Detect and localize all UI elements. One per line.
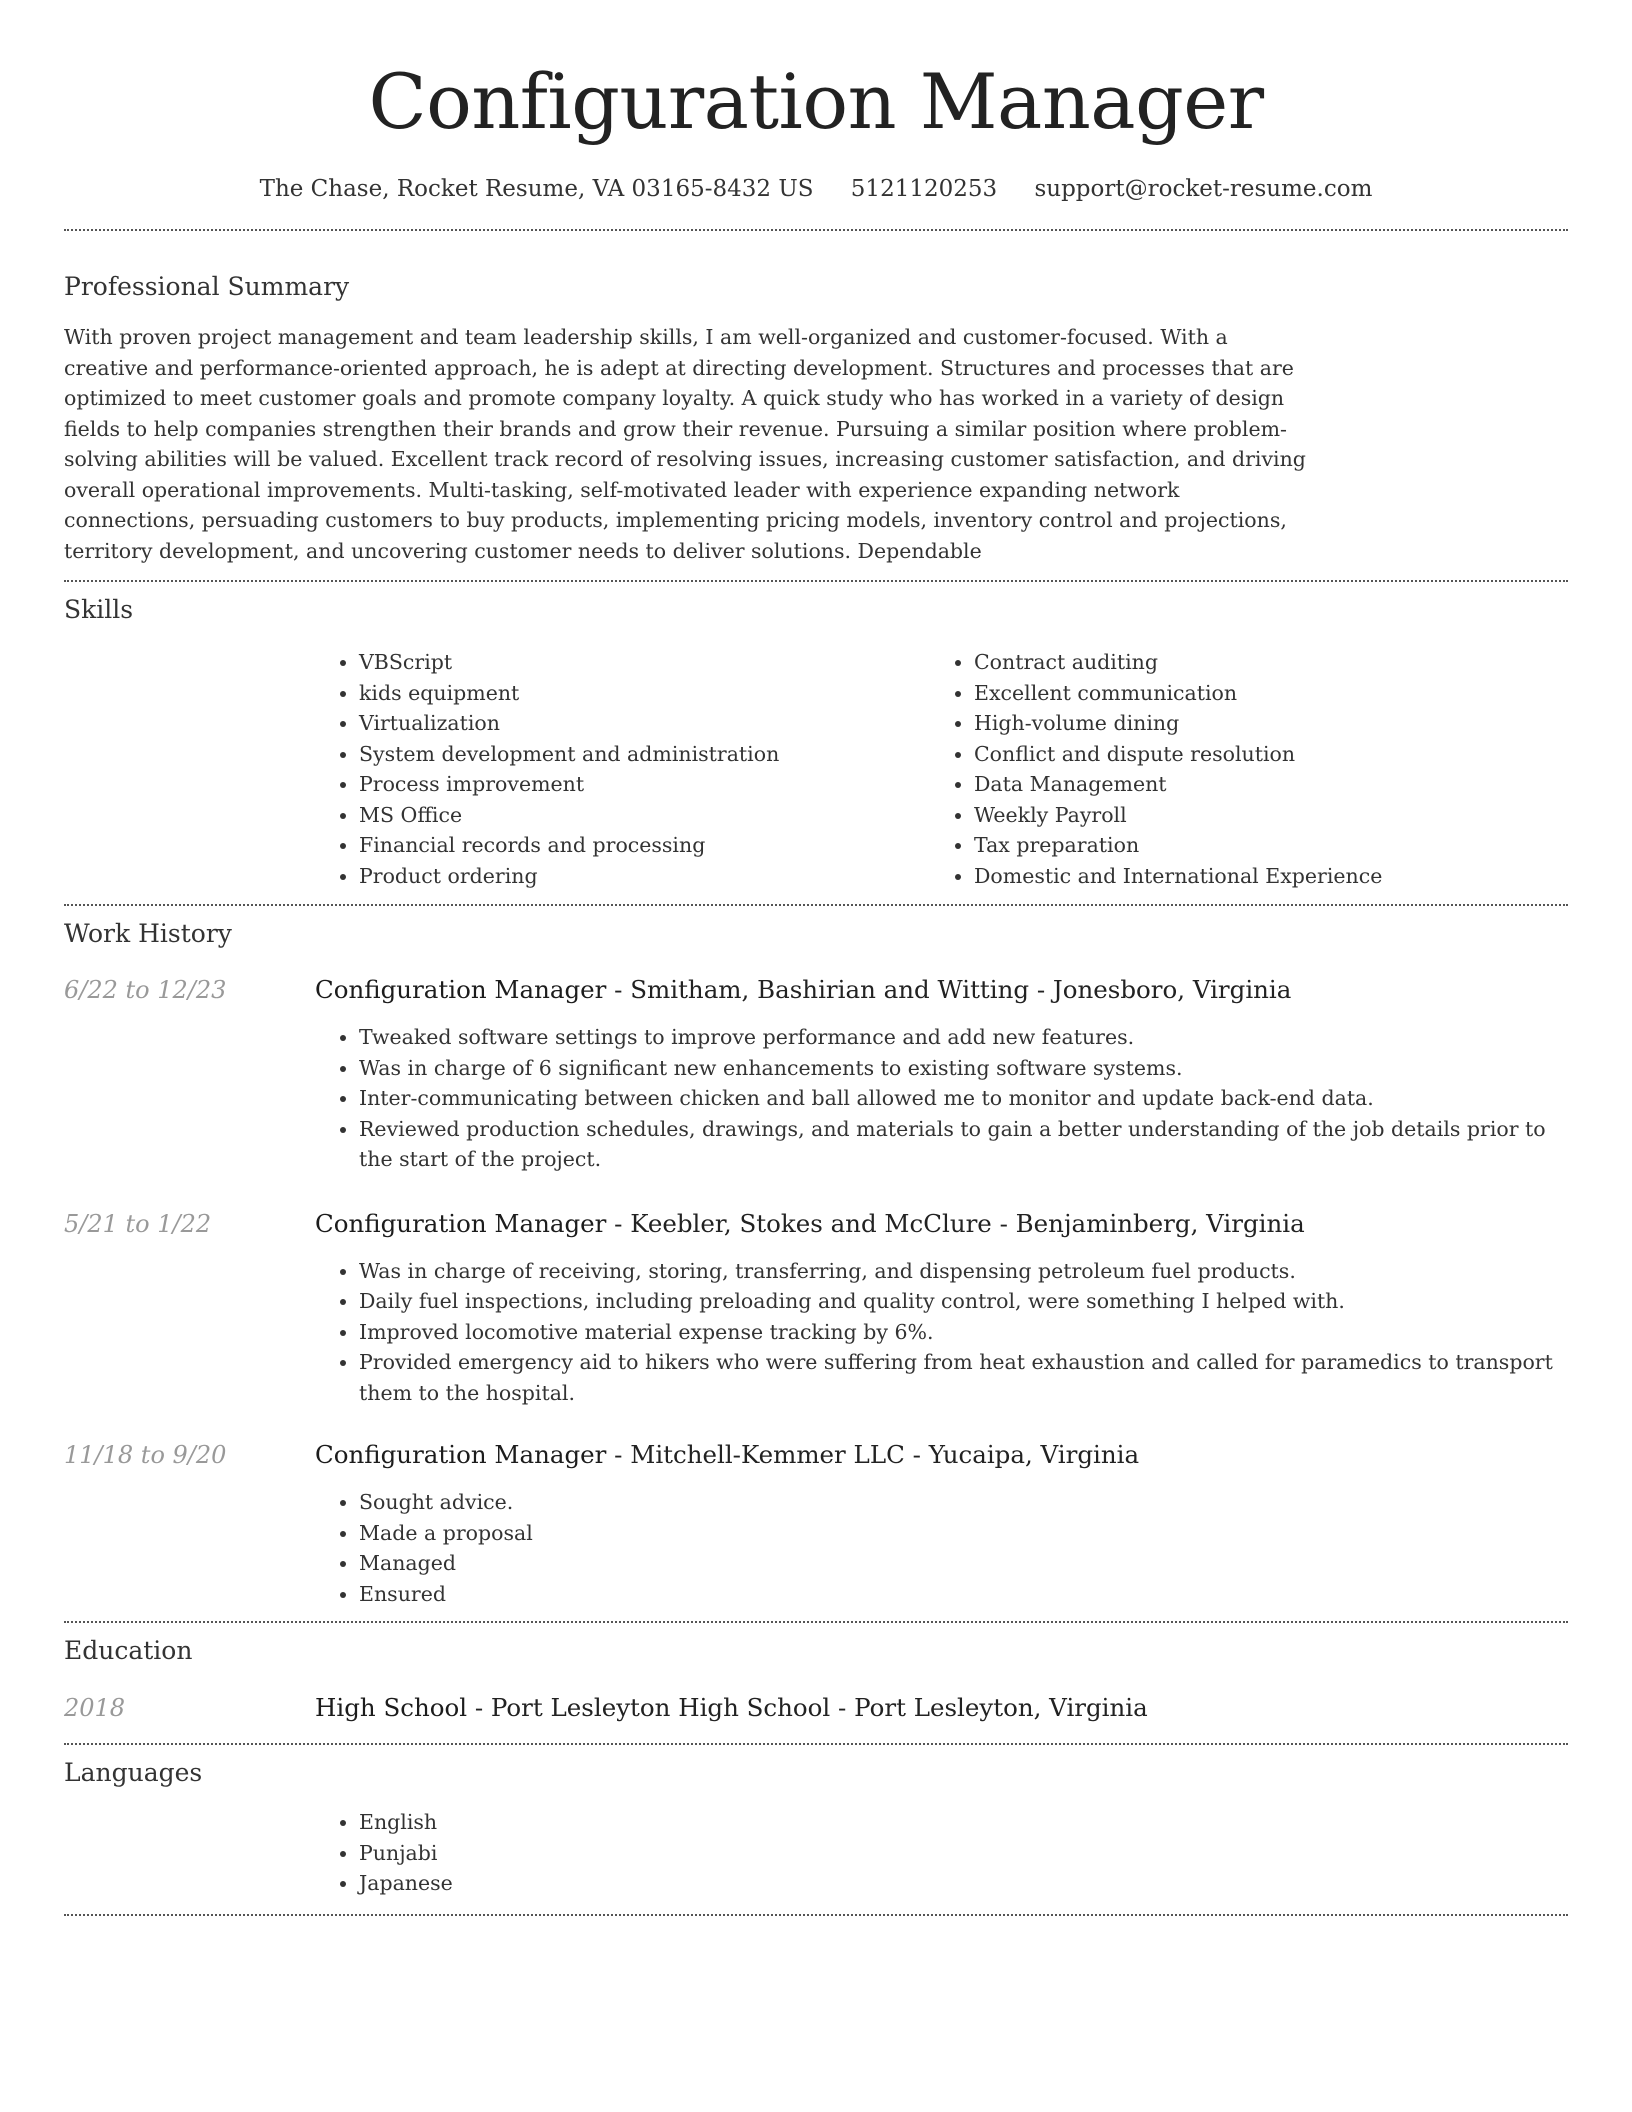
job-bullet: • Sought advice. xyxy=(359,1487,1568,1518)
job-role: Configuration Manager xyxy=(315,975,607,1004)
section-title-languages: Languages xyxy=(64,1758,203,1787)
job-bullet: • Was in charge of 6 significant new enhancements to existing software systems. xyxy=(359,1053,1568,1084)
contact-address: The Chase, Rocket Resume, VA 03165-8432 US xyxy=(259,176,814,202)
skill-item: • Process improvement xyxy=(359,769,930,800)
job-bullet: • Reviewed production schedules, drawings, and materials to gain a better understanding of the job details prior to the start of the project. xyxy=(359,1114,1568,1175)
job-bullet: • Daily fuel inspections, including preloading and quality control, were something I helped with. xyxy=(359,1286,1568,1317)
skill-item: • Excellent communication xyxy=(974,678,1545,709)
skill-item: • Weekly Payroll xyxy=(974,800,1545,831)
divider xyxy=(64,1914,1568,1916)
skills-column-left xyxy=(315,647,930,891)
skill-item: • Tax preparation xyxy=(974,830,1545,861)
job-employer: - Keebler, Stokes and McClure - Benjaminberg, Virginia xyxy=(606,1208,1305,1238)
job-bullet: • Provided emergency aid to hikers who were suffering from heat exhaustion and called for paramedics to transport them to the hospital. xyxy=(359,1347,1568,1408)
resume-page xyxy=(64,0,1568,1916)
job-bullets xyxy=(315,1256,1568,1409)
job-bullet: • Ensured xyxy=(359,1579,1568,1610)
job-entry xyxy=(64,1439,1568,1471)
skill-item: • Conflict and dispute resolution xyxy=(974,739,1545,770)
job-entry xyxy=(64,974,1568,1006)
contact-line xyxy=(64,174,1568,204)
skill-item: • Financial records and processing xyxy=(359,830,930,861)
divider xyxy=(64,1621,1568,1623)
education-date: 2018 xyxy=(64,1694,126,1722)
education-title xyxy=(315,1692,1148,1724)
language-item: • Japanese xyxy=(359,1868,1568,1899)
job-bullet: • Made a proposal xyxy=(359,1518,1568,1549)
skill-item: • MS Office xyxy=(359,800,930,831)
candidate-name: Configuration Manager xyxy=(368,57,1264,146)
job-role: Configuration Manager xyxy=(315,1440,607,1469)
skills-list xyxy=(315,647,1568,891)
job-bullet: • Was in charge of receiving, storing, transferring, and dispensing petroleum fuel products. xyxy=(359,1256,1568,1287)
skill-item: • High-volume dining xyxy=(974,708,1545,739)
divider xyxy=(64,1743,1568,1745)
job-title xyxy=(315,1439,1139,1471)
skill-item: • Product ordering xyxy=(359,861,930,892)
job-entry xyxy=(64,1208,1568,1240)
job-date: 11/18 to 9/20 xyxy=(64,1441,227,1469)
skill-item: • VBScript xyxy=(359,647,930,678)
skill-item: • kids equipment xyxy=(359,678,930,709)
skill-item: • Virtualization xyxy=(359,708,930,739)
skill-item: • Domestic and International Experience xyxy=(974,861,1545,892)
job-bullets xyxy=(315,1022,1568,1175)
section-title-skills: Skills xyxy=(64,595,134,624)
education-entry xyxy=(64,1692,1568,1724)
skills-column-right xyxy=(930,647,1545,891)
skill-item: • Data Management xyxy=(974,769,1545,800)
job-bullet: • Inter-communicating between chicken and ball allowed me to monitor and update back-end data. xyxy=(359,1083,1568,1114)
job-date: 6/22 to 12/23 xyxy=(64,976,227,1004)
job-employer: - Mitchell-Kemmer LLC - Yucaipa, Virginia xyxy=(606,1440,1140,1469)
job-date: 5/21 to 1/22 xyxy=(64,1209,212,1238)
job-bullet: • Improved locomotive material expense tracking by 6%. xyxy=(359,1317,1568,1348)
summary-text: With proven project management and team leadership skills, I am well-organized and customer-focused. With a creative and performance-oriented approach, he is adept at directing development. Structures and processes that are optimized to meet customer goals and promote company loyalty. A quick study who has worked in a variety of design fields to help companies strengthen their brands and grow their revenue. Pursuing a similar position where problem-solving abilities will be valued. Excellent track record of resolving issues, increasing customer satisfaction, and driving overall operational improvements. Multi-tasking, self-motivated leader with experience expanding network connections, persuading customers to buy products, implementing pricing models, inventory control and projections, territory development, and uncovering customer needs to deliver solutions. Dependable xyxy=(64,325,1306,563)
divider xyxy=(64,229,1568,231)
skill-item: • System development and administration xyxy=(359,739,930,770)
job-bullets xyxy=(315,1487,1568,1609)
skill-item: • Contract auditing xyxy=(974,647,1545,678)
language-item: • English xyxy=(359,1807,1568,1838)
job-title xyxy=(315,1208,1305,1240)
education-degree: High School xyxy=(315,1693,468,1722)
contact-phone: 5121120253 xyxy=(850,176,998,202)
job-title xyxy=(315,974,1291,1006)
language-item: • Punjabi xyxy=(359,1838,1568,1869)
job-role: Configuration Manager xyxy=(315,1208,607,1238)
section-title-work: Work History xyxy=(64,919,232,948)
divider xyxy=(64,904,1568,906)
section-title-education: Education xyxy=(64,1636,193,1665)
divider xyxy=(64,580,1568,582)
contact-email[interactable]: support@rocket-resume.com xyxy=(1034,176,1373,202)
section-title-summary: Professional Summary xyxy=(64,272,350,301)
job-bullet: • Managed xyxy=(359,1548,1568,1579)
languages-list xyxy=(315,1807,1568,1899)
education-school: - Port Lesleyton High School - Port Lesleyton, Virginia xyxy=(467,1693,1148,1722)
job-bullet: • Tweaked software settings to improve performance and add new features. xyxy=(359,1022,1568,1053)
job-employer: - Smitham, Bashirian and Witting - Jonesboro, Virginia xyxy=(606,975,1292,1004)
